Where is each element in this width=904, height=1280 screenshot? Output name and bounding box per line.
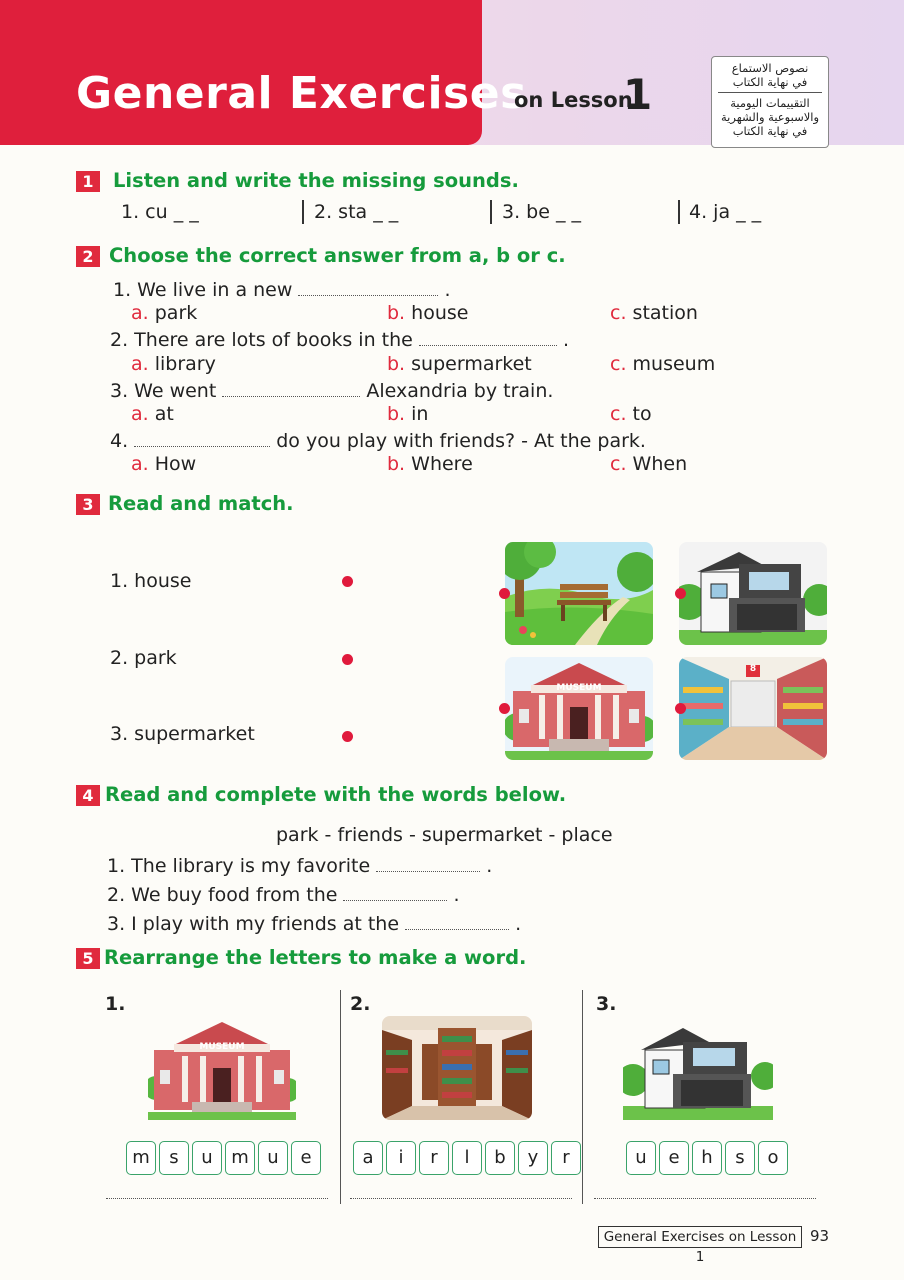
- store-sign: 8: [749, 664, 757, 674]
- option-a: a. library: [131, 353, 216, 375]
- letter-tile[interactable]: l: [452, 1141, 482, 1175]
- question-line: 3. We went Alexandria by train.: [110, 380, 554, 402]
- answer-line[interactable]: [594, 1198, 816, 1199]
- arabic-note-line: التقييمات اليومية: [730, 96, 810, 110]
- column-divider: [582, 990, 583, 1204]
- footer-caption: General Exercises on Lesson 1: [598, 1226, 802, 1248]
- option-a: a. at: [131, 403, 174, 425]
- item-label: 3.: [596, 993, 617, 1015]
- sound-item: 4. ja _ _: [689, 201, 762, 223]
- arabic-note-line: نصوص الاستماع: [731, 61, 809, 75]
- sound-item: 3. be _ _: [502, 201, 581, 223]
- section-number: 5: [76, 948, 100, 969]
- option-a: a. park: [131, 302, 198, 324]
- complete-sentence: 3. I play with my friends at the .: [107, 913, 522, 935]
- house-picture: [679, 542, 827, 645]
- section-number: 3: [76, 494, 100, 515]
- option-b: b. in: [387, 403, 429, 425]
- section-title: Rearrange the letters to make a word.: [104, 946, 527, 969]
- option-b: b. Where: [387, 453, 473, 475]
- divider: [678, 200, 680, 224]
- lesson-number: 1: [623, 70, 653, 119]
- match-dot[interactable]: [342, 654, 353, 665]
- letter-tile[interactable]: h: [692, 1141, 722, 1175]
- letter-tile[interactable]: r: [419, 1141, 449, 1175]
- match-dot[interactable]: [499, 703, 510, 714]
- letter-tile[interactable]: e: [659, 1141, 689, 1175]
- section-title: Read and match.: [108, 492, 294, 515]
- complete-sentence: 2. We buy food from the .: [107, 884, 460, 906]
- museum-sign: MUSEUM: [556, 683, 602, 693]
- option-c: c. museum: [610, 353, 716, 375]
- question-line: 4. do you play with friends? - At the park.: [110, 430, 646, 452]
- column-divider: [340, 990, 341, 1204]
- section-title: Choose the correct answer from a, b or c.: [109, 244, 566, 267]
- item-label: 1.: [105, 993, 126, 1015]
- letter-tile[interactable]: s: [159, 1141, 189, 1175]
- option-a: a. How: [131, 453, 197, 475]
- letter-tile[interactable]: r: [551, 1141, 581, 1175]
- arabic-note-line: والاسبوعية والشهرية: [720, 110, 820, 124]
- letter-tile[interactable]: o: [758, 1141, 788, 1175]
- question-line: 1. We live in a new .: [113, 279, 451, 301]
- question-line: 2. There are lots of books in the .: [110, 329, 569, 351]
- arabic-note-line: في نهاية الكتاب: [732, 75, 808, 89]
- section-number: 4: [76, 785, 100, 806]
- option-b: b. house: [387, 302, 469, 324]
- section-number: 2: [76, 246, 100, 267]
- match-dot[interactable]: [342, 576, 353, 587]
- letter-tile[interactable]: m: [225, 1141, 255, 1175]
- park-picture: [505, 542, 653, 645]
- house-picture: [623, 1020, 773, 1120]
- match-word: 2. park: [110, 647, 177, 669]
- library-picture: [382, 1016, 532, 1120]
- option-c: c. station: [610, 302, 698, 324]
- letter-tile[interactable]: y: [518, 1141, 548, 1175]
- letter-tile[interactable]: s: [725, 1141, 755, 1175]
- option-b: b. supermarket: [387, 353, 532, 375]
- match-dot[interactable]: [342, 731, 353, 742]
- section-title: Listen and write the missing sounds.: [113, 169, 519, 192]
- item-label: 2.: [350, 993, 371, 1015]
- museum-picture: [148, 1018, 296, 1120]
- arabic-note-box: [711, 56, 829, 148]
- letter-tile[interactable]: u: [258, 1141, 288, 1175]
- word-bank: park - friends - supermarket - place: [276, 824, 613, 846]
- lesson-label: on Lesson: [514, 88, 633, 112]
- letter-tiles-3: [626, 1141, 788, 1175]
- option-c: c. to: [610, 403, 652, 425]
- option-c: c. When: [610, 453, 688, 475]
- museum-picture: [505, 657, 653, 760]
- letter-tiles-1: [126, 1141, 321, 1175]
- letter-tile[interactable]: a: [353, 1141, 383, 1175]
- museum-sign: MUSEUM: [199, 1042, 245, 1052]
- letter-tile[interactable]: u: [192, 1141, 222, 1175]
- answer-line[interactable]: [106, 1198, 328, 1199]
- letter-tiles-2: [353, 1141, 581, 1175]
- match-word: 3. supermarket: [110, 723, 255, 745]
- sound-item: 2. sta _ _: [314, 201, 399, 223]
- match-dot[interactable]: [675, 588, 686, 599]
- section-number: 1: [76, 171, 100, 192]
- arabic-note-line: في نهاية الكتاب: [732, 124, 808, 138]
- divider: [302, 200, 304, 224]
- letter-tile[interactable]: u: [626, 1141, 656, 1175]
- page-number: 93: [810, 1227, 830, 1245]
- page-title: General Exercises: [76, 68, 527, 119]
- match-dot[interactable]: [675, 703, 686, 714]
- divider: [490, 200, 492, 224]
- match-word: 1. house: [110, 570, 192, 592]
- letter-tile[interactable]: m: [126, 1141, 156, 1175]
- letter-tile[interactable]: e: [291, 1141, 321, 1175]
- match-dot[interactable]: [499, 588, 510, 599]
- complete-sentence: 1. The library is my favorite .: [107, 855, 493, 877]
- letter-tile[interactable]: i: [386, 1141, 416, 1175]
- sound-item: 1. cu _ _: [121, 201, 199, 223]
- answer-line[interactable]: [350, 1198, 572, 1199]
- section-title: Read and complete with the words below.: [105, 783, 567, 806]
- letter-tile[interactable]: b: [485, 1141, 515, 1175]
